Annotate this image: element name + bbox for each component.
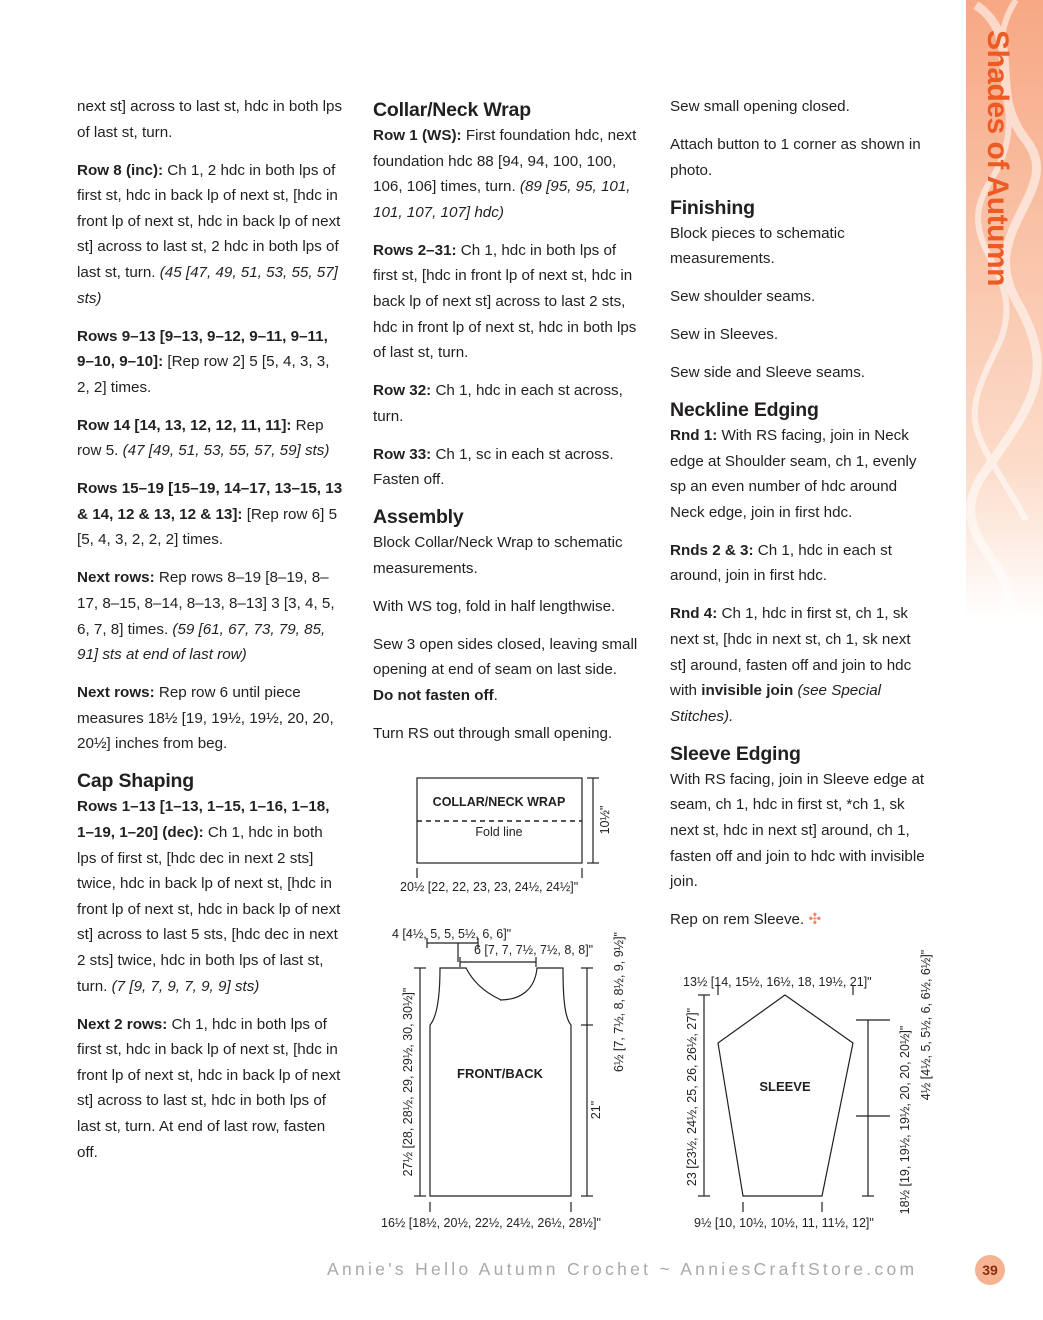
paragraph: Sew shoulder seams.	[670, 288, 816, 306]
side-length-label: 21"	[589, 1100, 603, 1120]
sleeve-top-label: 13½ [14, 15½, 16½, 18, 19½, 21]"	[683, 975, 872, 989]
sleeve-underarm-label: 18½ [19, 19½, 19½, 20, 20, 20½]"	[898, 1025, 912, 1215]
collar-width-label: 20½ [22, 22, 23, 23, 24½, 24½]"	[400, 880, 579, 894]
paragraph: Block Collar/Neck Wrap to schematic measurements.	[373, 534, 623, 577]
page-number: 39	[975, 1255, 1005, 1285]
collar-label: COLLAR/NECK WRAP	[432, 795, 566, 809]
paragraph: Next rows: Rep row 6 until piece measures 18½ [19, 19½, 19½, 20, 20, 20½] inches from beg.	[77, 684, 334, 753]
paragraph: Row 1 (WS): First foundation hdc, next foundation hdc 88 [94, 94, 100, 100, 106, 106] times, turn. (89 [95, 95, 101, 101, 107, 107] hdc)	[373, 127, 637, 221]
paragraph: Block pieces to schematic measurements.	[670, 224, 845, 268]
paragraph: Next 2 rows: Ch 1, hdc in both lps of first st, hdc in back lp of next st, [hdc in front lp of next st, hdc in back lp of next st] across to last st, hdc in both lps of last st, turn. At end of last row, fasten off.	[77, 1015, 341, 1161]
paragraph: Next rows: Rep rows 8–19 [8–19, 8–17, 8–15, 8–14, 8–13, 8–13] 3 [3, 4, 5, 6, 7, 8] times. (59 [61, 67, 73, 79, 85, 91] sts at end of last row)	[77, 569, 335, 664]
paragraph: Rows 9–13 [9–13, 9–12, 9–11, 9–11, 9–10, 9–10]: [Rep row 2] 5 [5, 4, 3, 3, 2, 2] times.	[77, 327, 330, 396]
length-label: 27½ [28, 28½, 29, 29½, 30, 30½]"	[401, 987, 415, 1177]
paragraph: Sew small opening closed.	[670, 98, 850, 115]
paragraph: Row 14 [14, 13, 12, 12, 11, 11]: Rep row 5. (47 [49, 51, 53, 55, 57, 59] sts)	[77, 416, 330, 460]
section-heading: Neckline Edging	[670, 399, 819, 422]
paragraph: With WS tog, fold in half lengthwise.	[373, 597, 616, 615]
paragraph: next st] across to last st, hdc in both lps of last st, turn.	[77, 98, 343, 141]
bottom-width-label: 16½ [18½, 20½, 22½, 24½, 26½, 28½]"	[381, 1216, 601, 1230]
paragraph: Row 33: Ch 1, sc in each st across. Fasten off.	[373, 445, 614, 489]
paragraph: Sew 3 open sides closed, leaving small opening at end of seam on last side. Do not fasten off.	[373, 635, 638, 705]
paragraph: With RS facing, join in Sleeve edge at seam, ch 1, hdc in first st, *ch 1, sk next st, hdc in next st] around, ch 1, fasten off and join to hdc with invisible join.	[670, 770, 925, 891]
paragraph: Sew side and Sleeve seams.	[670, 364, 866, 382]
paragraph: Rnd 1: With RS facing, join in Neck edge at Shoulder seam, ch 1, evenly sp an even number of hdc around Neck edge, join in first hdc.	[670, 427, 917, 521]
fold-line-label: Fold line	[475, 825, 523, 839]
paragraph: Rows 2–31: Ch 1, hdc in both lps of first st, [hdc in front lp of next st, hdc in back lp of next st] across to last 2 sts, hdc in front lp of next st, hdc in both lps of last st, turn.	[373, 241, 637, 362]
section-heading: Collar/Neck Wrap	[373, 99, 531, 121]
front-back-label: FRONT/BACK	[457, 1066, 543, 1081]
section-heading: Cap Shaping	[77, 770, 194, 793]
paragraph: Attach button to 1 corner as shown in photo.	[670, 135, 921, 179]
paragraph: Rows 1–13 [1–13, 1–15, 1–16, 1–18, 1–19, 1–20] (dec): Ch 1, hdc in both lps of first st, [hdc dec in next 2 sts] twice, hdc in back lp of next st, [hdc in front lp of next st, hdc in back lp of next st] across to last 5 sts, [hdc dec in next 2 sts] twice, hdc in both lps of last st, turn. (7 [9, 7, 9, 7, 9, 9] sts)	[77, 798, 341, 995]
sleeve-bottom-label: 9½ [10, 10½, 10½, 11, 11½, 12]"	[694, 1216, 874, 1230]
end-mark-icon: ✣	[808, 911, 822, 929]
section-heading: Sleeve Edging	[670, 742, 801, 765]
paragraph: Row 32: Ch 1, hdc in each st across, turn.	[373, 382, 623, 425]
footer-text: Annie's Hello Autumn Crochet ~ AnniesCraftStore.com	[327, 1259, 918, 1279]
paragraph: Turn RS out through small opening.	[373, 725, 613, 743]
neck-label: 6 [7, 7, 7½, 7½, 8, 8]"	[474, 943, 594, 957]
paragraph: Row 8 (inc): Ch 1, 2 hdc in both lps of first st, hdc in back lp of next st, [hdc in front lp of next st, hdc in back lp of next st] across to last st, 2 hdc in both lps of last st, turn. (45 [47, 49, 51, 53, 55, 57] sts)	[77, 161, 341, 307]
sleeve-length-label: 23 [23½, 24½, 25, 26, 26½, 27]"	[685, 1007, 699, 1187]
sleeve-cap-label: 4½ [4½, 5, 5½, 6, 6½, 6½]"	[919, 949, 933, 1101]
paragraph: Rep on rem Sleeve. ✣	[670, 911, 822, 929]
section-heading: Assembly	[373, 506, 464, 529]
collar-height-label: 10½"	[598, 805, 612, 835]
paragraph: Rows 15–19 [15–19, 14–17, 13–15, 13 & 14, 12 & 13, 12 & 13]: [Rep row 6] 5 [5, 4, 3, 2, 2, 2] times.	[77, 480, 343, 549]
shoulder-label: 4 [4½, 5, 5, 5½, 6, 6]"	[392, 927, 512, 941]
paragraph: Rnds 2 & 3: Ch 1, hdc in each st around, join in first hdc.	[670, 541, 892, 585]
paragraph: Sew in Sleeves.	[670, 326, 779, 344]
paragraph: Rnd 4: Ch 1, hdc in first st, ch 1, sk next st, [hdc in next st, ch 1, sk next st] around, fasten off and join to hdc with invisible join (see Special Stitches).	[670, 605, 912, 725]
sleeve-label: SLEEVE	[759, 1079, 811, 1094]
sleeve-outline	[718, 995, 853, 1196]
armhole-label: 6½ [7, 7½, 8, 8½, 9, 9½]"	[612, 932, 626, 1072]
side-title: Shades of Autumn	[981, 30, 1014, 286]
section-heading: Finishing	[670, 196, 755, 219]
front-back-outline	[430, 968, 571, 1196]
